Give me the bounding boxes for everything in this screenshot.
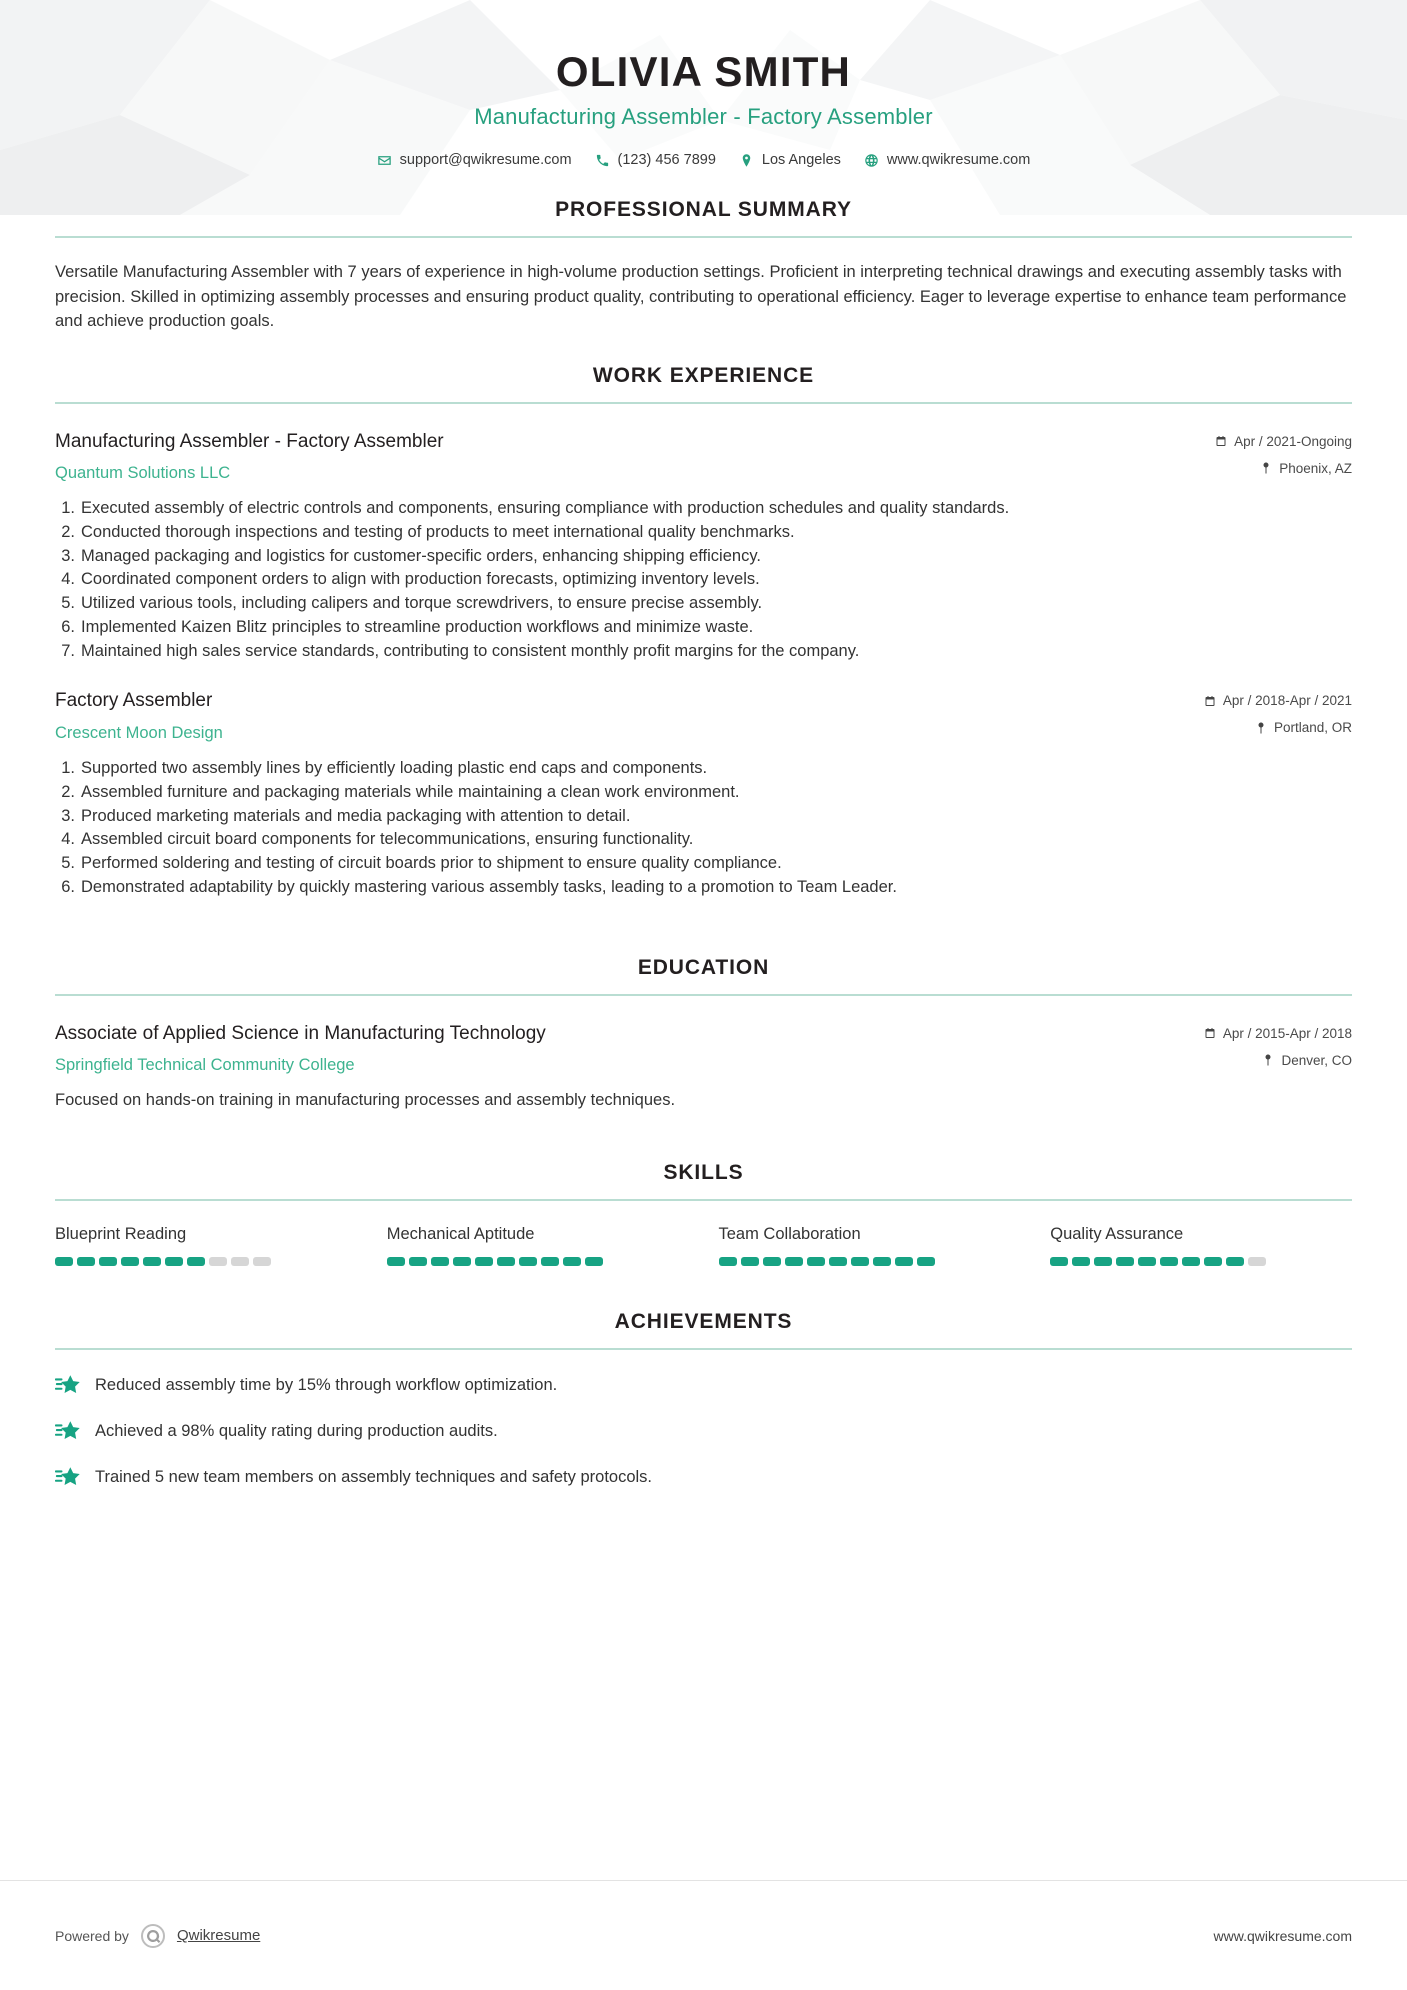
bullet-number: 6. — [61, 877, 75, 896]
contact-phone[interactable] — [595, 152, 716, 168]
achievement-text: Trained 5 new team members on assembly techniques and safety protocols. — [95, 1467, 653, 1486]
phone-icon — [595, 153, 610, 168]
skill-pip — [763, 1257, 781, 1266]
education-location — [1204, 1053, 1352, 1068]
section-achievements — [55, 1310, 1352, 1490]
experience-entry-header — [55, 430, 1352, 484]
skill-item — [719, 1225, 1021, 1266]
section-title-experience: WORK EXPERIENCE — [592, 363, 815, 387]
contact-website-text: www.qwikresume.com — [886, 152, 1031, 169]
achievement-item — [55, 1464, 1352, 1490]
contact-bar — [55, 152, 1352, 168]
skill-rating — [55, 1257, 357, 1266]
skill-pip — [1248, 1257, 1266, 1266]
map-marker-icon — [1255, 722, 1267, 734]
job-bullets — [55, 757, 1352, 900]
footer-brand-block — [55, 1923, 260, 1949]
achievements-list — [55, 1372, 1352, 1490]
contact-email-text: support@qwikresume.com — [399, 152, 572, 169]
bullet-item — [55, 757, 1352, 781]
skill-pip — [99, 1257, 117, 1266]
skill-pip — [563, 1257, 581, 1266]
section-professional-summary — [55, 198, 1352, 333]
contact-location-text: Los Angeles — [761, 152, 841, 169]
skill-pip — [475, 1257, 493, 1266]
achievement-item — [55, 1418, 1352, 1444]
section-divider — [55, 1348, 1352, 1350]
skill-pip — [1094, 1257, 1112, 1266]
skill-pip — [77, 1257, 95, 1266]
skill-pip — [873, 1257, 891, 1266]
experience-entry — [55, 430, 1352, 664]
skill-pip — [143, 1257, 161, 1266]
skill-pip — [541, 1257, 559, 1266]
bullet-text: Coordinated component orders to align with production forecasts, optimizing inventory levels. — [81, 570, 760, 589]
job-date-text: Apr / 2021-Ongoing — [1234, 433, 1352, 449]
achievement-text: Reduced assembly time by 15% through workflow optimization. — [95, 1375, 558, 1394]
skill-pip — [187, 1257, 205, 1266]
skill-rating — [387, 1257, 689, 1266]
skill-item — [387, 1225, 689, 1266]
job-location-text: Portland, OR — [1273, 720, 1352, 736]
footer-website[interactable]: www.qwikresume.com — [1213, 1927, 1352, 1944]
bullet-item — [55, 521, 1352, 545]
bullet-item — [55, 781, 1352, 805]
skill-pip — [387, 1257, 405, 1266]
bullet-item — [55, 852, 1352, 876]
experience-entry-header — [55, 689, 1352, 743]
contact-website[interactable] — [864, 152, 1030, 168]
skill-pip — [55, 1257, 73, 1266]
job-location — [1215, 461, 1352, 476]
skill-label: Team Collaboration — [718, 1225, 861, 1244]
achievement-text: Achieved a 98% quality rating during production audits. — [95, 1421, 498, 1440]
bullet-text: Utilized various tools, including calipers and torque screwdrivers, to ensure precise assembly. — [81, 594, 763, 613]
skill-pip — [585, 1257, 603, 1266]
skill-pip — [231, 1257, 249, 1266]
section-divider — [55, 402, 1352, 404]
bullet-text: Assembled furniture and packaging materials while maintaining a clean work environment. — [81, 782, 740, 801]
skill-rating — [719, 1257, 1021, 1266]
page-footer — [0, 1880, 1407, 1990]
skill-pip — [1138, 1257, 1156, 1266]
skill-pip — [785, 1257, 803, 1266]
bullet-text: Supported two assembly lines by efficiently loading plastic end caps and components. — [81, 759, 708, 778]
star-icon — [55, 1418, 81, 1444]
skill-pip — [807, 1257, 825, 1266]
education-description: Focused on hands-on training in manufacturing processes and assembly techniques. — [55, 1091, 676, 1110]
education-date-text: Apr / 2015-Apr / 2018 — [1222, 1025, 1352, 1041]
skill-label: Blueprint Reading — [55, 1225, 187, 1244]
experience-entry — [55, 689, 1352, 899]
job-title: Manufacturing Assembler - Factory Assembler — [55, 430, 444, 452]
skill-pip — [1072, 1257, 1090, 1266]
bullet-item — [55, 828, 1352, 852]
skill-pip — [1050, 1257, 1068, 1266]
skill-pip — [1116, 1257, 1134, 1266]
bullet-number: 2. — [61, 782, 75, 801]
job-location-text: Phoenix, AZ — [1279, 460, 1352, 476]
school-name: Springfield Technical Community College — [55, 1056, 355, 1075]
bullet-item — [55, 568, 1352, 592]
email-icon — [377, 153, 392, 168]
bullet-number: 1. — [61, 499, 75, 518]
section-divider — [55, 236, 1352, 238]
degree-title: Associate of Applied Science in Manufacturing Technology — [55, 1022, 546, 1044]
bullet-item — [55, 545, 1352, 569]
bullet-item — [55, 616, 1352, 640]
skill-pip — [165, 1257, 183, 1266]
bullet-text: Implemented Kaizen Blitz principles to streamline production workflows and minimize waste. — [81, 617, 754, 636]
skill-pip — [209, 1257, 227, 1266]
contact-location — [739, 152, 841, 168]
job-title: Factory Assembler — [55, 690, 213, 712]
job-date — [1215, 434, 1352, 449]
education-entry — [55, 1022, 1352, 1113]
section-divider — [55, 994, 1352, 996]
candidate-name: OLIVIA SMITH — [555, 48, 852, 95]
bullet-number: 3. — [61, 546, 75, 565]
skill-pip — [895, 1257, 913, 1266]
location-pin-icon — [739, 153, 754, 168]
skill-pip — [1182, 1257, 1200, 1266]
skill-pip — [1160, 1257, 1178, 1266]
bullet-text: Conducted thorough inspections and testing of products to meet international quality benchmarks. — [81, 522, 795, 541]
calendar-icon — [1215, 435, 1227, 447]
education-entry-header — [55, 1022, 1352, 1076]
skill-pip — [917, 1257, 935, 1266]
calendar-icon — [1204, 695, 1216, 707]
calendar-icon — [1204, 1027, 1216, 1039]
skill-pip — [453, 1257, 471, 1266]
bullet-text: Produced marketing materials and media packaging with attention to detail. — [81, 806, 631, 825]
job-location — [1204, 720, 1352, 735]
star-icon — [55, 1372, 81, 1398]
bullet-number: 4. — [61, 570, 75, 589]
bullet-number: 1. — [61, 759, 75, 778]
skill-pip — [497, 1257, 515, 1266]
summary-text: Versatile Manufacturing Assembler with 7 years of experience in high-volume production settings. Proficient in interpreting technical drawings and executing assembly tasks with precision. Skilled in optimizing assembly processes and ensuring product quality, contributing to operational efficiency. Eager to leverage expertise to enhance team performance and achieve production goals. — [55, 263, 1347, 331]
bullet-number: 5. — [61, 594, 75, 613]
section-education — [55, 956, 1352, 1113]
skill-pip — [829, 1257, 847, 1266]
skill-pip — [121, 1257, 139, 1266]
section-title-skills: SKILLS — [663, 1161, 744, 1185]
skill-pip — [1204, 1257, 1222, 1266]
bullet-number: 2. — [61, 522, 75, 541]
bullet-number: 4. — [61, 830, 75, 849]
bullet-text: Demonstrated adaptability by quickly mastering various assembly tasks, leading to a promotion to Team Leader. — [81, 877, 897, 896]
bullet-item — [55, 640, 1352, 664]
skill-pip — [1226, 1257, 1244, 1266]
skill-pip — [851, 1257, 869, 1266]
company-name: Quantum Solutions LLC — [55, 464, 231, 483]
skill-label: Quality Assurance — [1050, 1225, 1184, 1244]
bullet-text: Performed soldering and testing of circuit boards prior to shipment to ensure quality compliance. — [81, 854, 782, 873]
bullet-number: 3. — [61, 806, 75, 825]
job-date — [1204, 693, 1352, 708]
education-date — [1204, 1026, 1352, 1041]
skill-pip — [253, 1257, 271, 1266]
skill-pip — [719, 1257, 737, 1266]
globe-icon — [864, 153, 879, 168]
skill-pip — [431, 1257, 449, 1266]
job-date-text: Apr / 2018-Apr / 2021 — [1222, 693, 1352, 709]
bullet-item — [55, 805, 1352, 829]
achievement-item — [55, 1372, 1352, 1398]
qwikresume-brand-link[interactable]: Qwikresume — [176, 1927, 261, 1944]
bullet-text: Executed assembly of electric controls and components, ensuring compliance with production schedules and quality standards. — [81, 499, 1010, 518]
skill-pip — [409, 1257, 427, 1266]
company-name: Crescent Moon Design — [55, 724, 223, 743]
contact-email[interactable] — [377, 152, 572, 168]
bullet-number: 5. — [61, 854, 75, 873]
skill-pip — [741, 1257, 759, 1266]
bullet-number: 6. — [61, 617, 75, 636]
skill-pip — [519, 1257, 537, 1266]
job-bullets — [55, 497, 1352, 663]
bullet-number: 7. — [61, 641, 75, 660]
skill-item — [55, 1225, 357, 1266]
section-title-summary: PROFESSIONAL SUMMARY — [555, 198, 852, 222]
map-marker-icon — [1262, 1054, 1274, 1066]
education-location-text: Denver, CO — [1281, 1052, 1352, 1068]
bullet-item — [55, 876, 1352, 900]
star-icon — [55, 1464, 81, 1490]
skill-rating — [1050, 1257, 1352, 1266]
bullet-text: Managed packaging and logistics for customer-specific orders, enhancing shipping efficiency. — [81, 546, 761, 565]
bullet-text: Maintained high sales service standards, contributing to consistent monthly profit margins for the company. — [81, 641, 860, 660]
contact-phone-text: (123) 456 7899 — [617, 152, 716, 169]
bullet-item — [55, 497, 1352, 521]
skill-item — [1050, 1225, 1352, 1266]
section-title-education: EDUCATION — [637, 955, 770, 979]
skill-label: Mechanical Aptitude — [386, 1225, 535, 1244]
candidate-role: Manufacturing Assembler - Factory Assembler — [474, 104, 933, 130]
section-work-experience — [55, 364, 1352, 900]
section-skills — [55, 1161, 1352, 1266]
skills-grid — [55, 1225, 1352, 1266]
qwikresume-logo-icon — [140, 1923, 166, 1949]
section-divider — [55, 1199, 1352, 1201]
section-title-achievements: ACHIEVEMENTS — [614, 1310, 793, 1334]
bullet-item — [55, 592, 1352, 616]
bullet-text: Assembled circuit board components for telecommunications, ensuring functionality. — [81, 830, 694, 849]
map-marker-icon — [1260, 462, 1272, 474]
powered-by-label: Powered by — [55, 1927, 129, 1944]
